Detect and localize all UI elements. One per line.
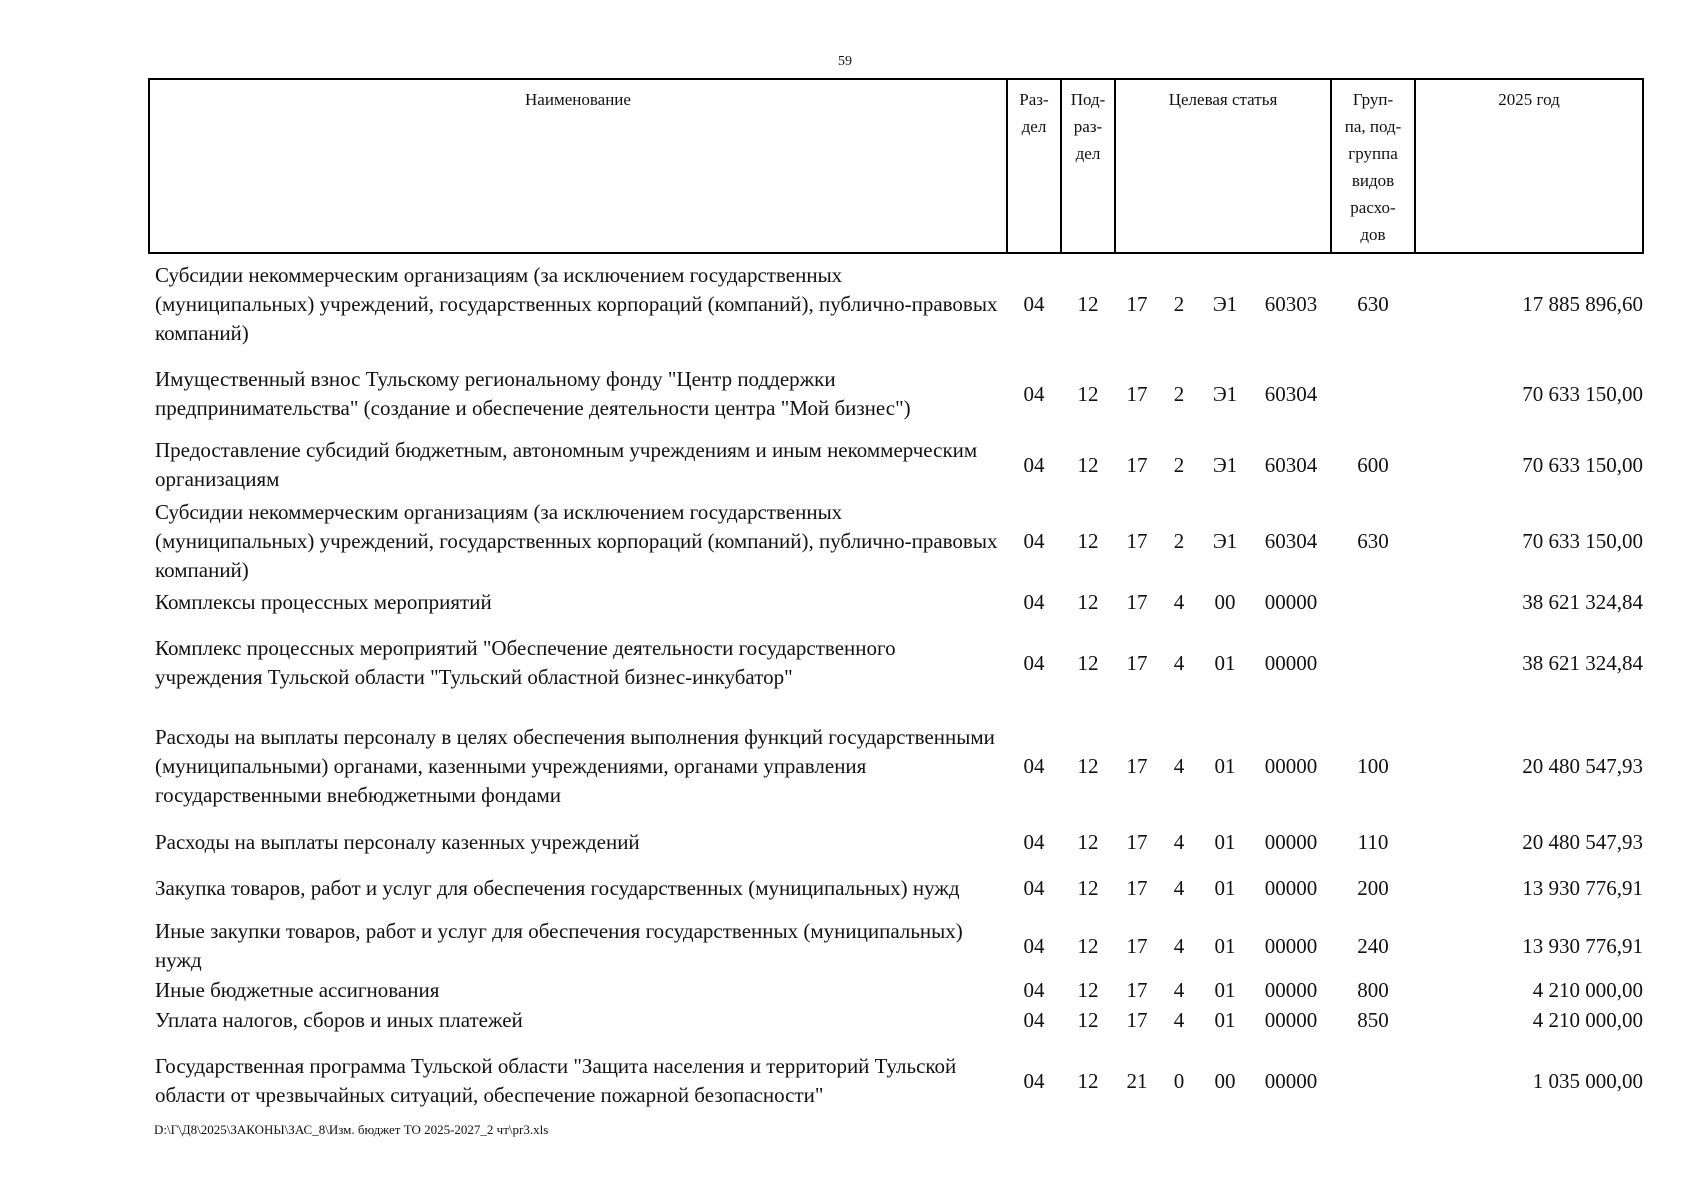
row-podrazdel: 12 [1077,1007,1099,1032]
row-code-1: 17 [1126,1007,1148,1032]
table-row [149,1005,1643,1035]
row-code-2: 2 [1173,292,1185,316]
row-amount: 20 480 547,93 [1522,753,1643,778]
row-name: Расходы на выплаты персоналу в целях обеспечения выполнения функций государственными (муниципальными) органами, казенными учреждениями, органами управления государственными внебюджетными фондами [155,724,995,807]
row-code-2: 4 [1173,875,1185,900]
row-group: 200 [1357,875,1389,900]
row-amount: 1 035 000,00 [1532,1068,1643,1093]
row-code-3: 01 [1214,753,1236,778]
row-group [1331,619,1415,707]
row-razdel: 04 [1023,933,1045,958]
row-code-4: 00000 [1264,977,1318,1002]
table-row [149,707,1643,825]
row-group [1331,585,1415,619]
row-group: 100 [1357,753,1389,778]
row-name: Имущественный взнос Тульскому региональному фонду "Центр поддержки предпринимательства" (создание и обеспечение деятельности центра "Мой бизнес") [155,367,911,420]
row-razdel: 04 [1023,589,1045,614]
row-code-3: 01 [1214,977,1236,1002]
row-group: 630 [1357,528,1389,553]
header-subsection: Под- раз- дел [1061,79,1115,253]
row-code-1: 17 [1126,589,1148,614]
row-razdel: 04 [1023,753,1045,778]
row-amount: 13 930 776,91 [1522,875,1643,900]
table-row [149,355,1643,433]
table-row [149,619,1643,707]
row-code-2: 4 [1173,1007,1185,1032]
row-razdel: 04 [1023,292,1045,316]
row-razdel: 04 [1023,381,1045,406]
row-group [1331,1035,1415,1127]
row-razdel: 04 [1023,875,1045,900]
row-podrazdel: 12 [1077,933,1099,958]
row-amount: 38 621 324,84 [1522,650,1643,675]
table-body [149,253,1643,1127]
budget-table [148,78,1644,1127]
row-code-4: 00000 [1264,650,1318,675]
header-name: Наименование [149,79,1007,253]
header-year: 2025 год [1415,79,1643,253]
row-code-3: Э1 [1212,528,1238,553]
row-name: Расходы на выплаты персоналу казенных учреждений [155,829,640,854]
page-number: 59 [838,54,852,69]
row-code-2: 4 [1173,589,1185,614]
row-razdel: 04 [1023,1068,1045,1093]
row-amount: 4 210 000,00 [1532,977,1643,1002]
row-code-1: 17 [1126,381,1148,406]
row-name: Уплата налогов, сборов и иных платежей [155,1007,523,1032]
row-code-1: 17 [1126,933,1148,958]
row-code-4: 60304 [1264,452,1318,477]
row-code-3: Э1 [1212,452,1238,477]
row-code-2: 2 [1173,452,1185,477]
row-name: Закупка товаров, работ и услуг для обеспечения государственных (муниципальных) нужд [155,875,960,900]
row-razdel: 04 [1023,829,1045,854]
table-row [149,253,1643,355]
row-group: 600 [1357,452,1389,477]
row-code-3: Э1 [1212,292,1238,316]
row-razdel: 04 [1023,1007,1045,1032]
row-amount: 13 930 776,91 [1522,933,1643,958]
row-name: Государственная программа Тульской области "Защита населения и территорий Тульской области от чрезвычайных ситуаций, обеспечение пожарной безопасности" [155,1054,957,1107]
row-group: 240 [1357,933,1389,958]
row-podrazdel: 12 [1077,650,1099,675]
row-podrazdel: 12 [1077,753,1099,778]
row-code-4: 00000 [1264,829,1318,854]
row-name: Субсидии некоммерческим организациям (за исключением государственных (муниципальных) учреждений, государственных корпораций (компаний), публично-правовых компаний) [155,499,998,582]
row-code-2: 4 [1173,829,1185,854]
row-razdel: 04 [1023,528,1045,553]
table-row [149,1035,1643,1127]
row-podrazdel: 12 [1077,589,1099,614]
row-name: Иные бюджетные ассигнования [155,977,440,1002]
row-amount: 4 210 000,00 [1532,1007,1643,1032]
file-path-footer: D:\Г\Д8\2025\ЗАКОНЫ\ЗАС_8\Изм. бюджет ТО 2025-2027_2 чт\pr3.xls [154,1122,549,1137]
row-code-2: 2 [1173,528,1185,553]
table-row [149,433,1643,497]
row-code-4: 00000 [1264,589,1318,614]
table-row [149,825,1643,859]
row-code-4: 60304 [1264,528,1318,553]
row-podrazdel: 12 [1077,875,1099,900]
row-code-1: 17 [1126,292,1148,316]
row-group [1331,355,1415,433]
row-code-2: 4 [1173,650,1185,675]
row-code-1: 17 [1126,829,1148,854]
row-code-2: 2 [1173,381,1185,406]
row-group: 850 [1357,1007,1389,1032]
row-group: 800 [1357,977,1389,1002]
table-row [149,975,1643,1005]
row-code-2: 4 [1173,933,1185,958]
row-code-1: 17 [1126,650,1148,675]
row-code-2: 4 [1173,977,1185,1002]
row-code-3: Э1 [1212,381,1238,406]
row-code-4: 60303 [1264,292,1318,316]
row-code-2: 4 [1173,753,1185,778]
row-code-3: 01 [1214,933,1236,958]
row-code-2: 0 [1173,1068,1185,1093]
row-name: Предоставление субсидий бюджетным, автономным учреждениям и иным некоммерческим организациям [155,438,978,491]
row-podrazdel: 12 [1077,1068,1099,1093]
row-amount: 20 480 547,93 [1522,829,1643,854]
row-code-3: 01 [1214,829,1236,854]
row-amount: 70 633 150,00 [1522,452,1643,477]
row-code-1: 17 [1126,977,1148,1002]
row-code-3: 00 [1214,589,1236,614]
row-code-1: 17 [1126,452,1148,477]
row-amount: 70 633 150,00 [1522,528,1643,553]
row-group: 110 [1357,829,1389,854]
row-code-4: 00000 [1264,875,1318,900]
row-code-4: 00000 [1264,1068,1318,1093]
row-amount: 70 633 150,00 [1522,381,1643,406]
row-code-3: 01 [1214,1007,1236,1032]
row-code-4: 00000 [1264,753,1318,778]
row-code-1: 17 [1126,753,1148,778]
row-code-1: 17 [1126,528,1148,553]
row-amount: 38 621 324,84 [1522,589,1643,614]
row-group: 630 [1357,292,1389,316]
row-code-1: 17 [1126,875,1148,900]
table-row [149,917,1643,975]
row-code-4: 00000 [1264,1007,1318,1032]
row-name: Субсидии некоммерческим организациям (за исключением государственных (муниципальных) учреждений, государственных корпораций (компаний), публично-правовых компаний) [155,263,998,345]
row-podrazdel: 12 [1077,829,1099,854]
row-code-4: 60304 [1264,381,1318,406]
row-code-1: 21 [1126,1068,1148,1093]
row-code-3: 01 [1214,650,1236,675]
row-podrazdel: 12 [1077,977,1099,1002]
row-amount: 17 885 896,60 [1522,292,1643,316]
row-razdel: 04 [1023,977,1045,1002]
row-razdel: 04 [1023,650,1045,675]
row-podrazdel: 12 [1077,381,1099,406]
table-header-row [149,79,1643,253]
row-podrazdel: 12 [1077,292,1099,316]
table-row [149,497,1643,585]
row-name: Иные закупки товаров, работ и услуг для обеспечения государственных (муниципальных) нужд [155,919,963,972]
row-name: Комплексы процессных мероприятий [155,589,492,614]
row-code-3: 00 [1214,1068,1236,1093]
row-podrazdel: 12 [1077,452,1099,477]
row-code-4: 00000 [1264,933,1318,958]
table-row [149,585,1643,619]
row-razdel: 04 [1023,452,1045,477]
row-name: Комплекс процессных мероприятий "Обеспечение деятельности государственного учреждения Тульской области "Тульский областной бизнес-инкубатор" [155,636,896,689]
table-row [149,859,1643,917]
row-podrazdel: 12 [1077,528,1099,553]
row-code-3: 01 [1214,875,1236,900]
header-section: Раз- дел [1007,79,1061,253]
header-expense-group: Груп- па, под- группа видов расхо- дов [1331,79,1415,253]
header-target-article: Целевая статья [1115,79,1331,253]
